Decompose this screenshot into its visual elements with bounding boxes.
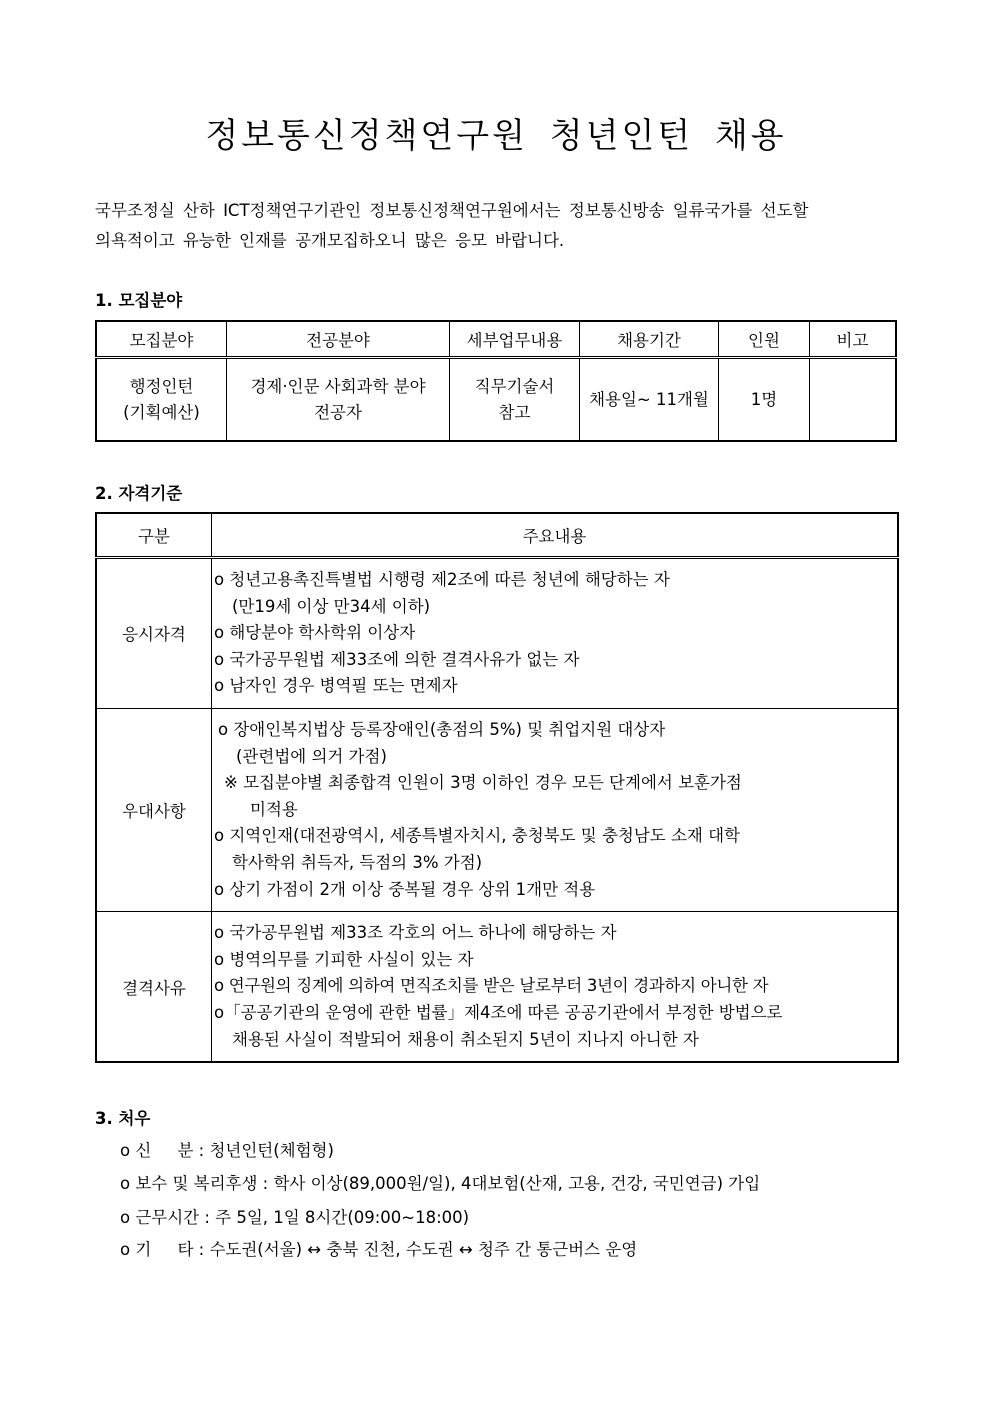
content-line: ※ 모집분야별 최종합격 인원이 3명 이하인 경우 모든 단계에서 보훈가점	[224, 773, 742, 793]
content-line: o 남자인 경우 병역필 또는 면제자	[214, 676, 458, 696]
major-cell	[227, 358, 450, 442]
benefit-item: o 근무시간 : 주 5일, 1일 8시간(09:00~18:00)	[120, 1208, 470, 1227]
content-cell	[212, 558, 899, 709]
cell-line: 직무기술서	[474, 376, 555, 396]
category-cell: 응시자격	[96, 558, 212, 709]
benefit-item: o 기 타 : 수도권(서울) ↔ 충북 진천, 수도권 ↔ 청주 간 통근버스 운영	[120, 1240, 638, 1259]
intro-paragraph	[95, 196, 900, 256]
content-line: o 국가공무원법 제33조에 의한 결격사유가 없는 자	[214, 649, 580, 669]
benefit-item: o 신 분 : 청년인턴(체험형)	[120, 1141, 334, 1160]
table-header-cell: 구분	[96, 513, 212, 558]
category-cell: 결격사유	[96, 912, 212, 1062]
table-header-row	[96, 321, 896, 358]
table-row	[96, 358, 896, 442]
category-cell: 우대사항	[96, 708, 212, 911]
content-line: o「공공기관의 운영에 관한 법률」제4조에 따른 공공기관에서 부정한 방법으로	[214, 1002, 783, 1022]
content-line: o 지역인재(대전광역시, 세종특별자치시, 충청북도 및 충청남도 소재 대학	[214, 826, 740, 846]
period-cell: 채용일~ 11개월	[580, 358, 719, 442]
content-line: o 상기 가점이 2개 이상 중복될 경우 상위 1개만 적용	[214, 879, 596, 899]
table-header-cell: 비고	[810, 321, 897, 358]
table-header-cell: 주요내용	[212, 513, 899, 558]
table-header-cell: 모집분야	[96, 321, 227, 358]
content-line: o 병역의무를 기피한 사실이 있는 자	[214, 949, 474, 969]
content-line: 채용된 사실이 적발되어 채용이 취소된지 5년이 지나지 아니한 자	[232, 1029, 699, 1049]
table-header-cell: 채용기간	[580, 321, 719, 358]
content-line: o 장애인복지법상 등록장애인(총점의 5%) 및 취업지원 대상자	[218, 719, 666, 739]
content-line: (관련법에 의거 가점)	[236, 746, 387, 766]
cell-line: 경제·인문 사회과학 분야	[250, 376, 426, 396]
table-header-cell: 세부업무내용	[450, 321, 580, 358]
content-line: 미적용	[250, 799, 298, 819]
table-header-cell: 전공분야	[227, 321, 450, 358]
cell-line: 행정인턴	[129, 376, 194, 396]
table-row	[96, 912, 898, 1062]
content-line: (만19세 이상 만34세 이하)	[232, 596, 431, 616]
content-line: o 청년고용촉진특별법 시행령 제2조에 따른 청년에 해당하는 자	[214, 570, 670, 589]
intro-line: 국무조정실 산하 ICT정책연구기관인 정보통신정책연구원에서는 정보통신방송 일류국가를 선도할	[95, 201, 809, 220]
section-heading-qualifications: 2. 자격기준	[95, 484, 183, 503]
benefit-item: o 보수 및 복리후생 : 학사 이상(89,000원/일), 4대보험(산재, 고용, 건강, 국민연금) 가입	[120, 1174, 761, 1193]
content-line: o 연구원의 징계에 의하여 면직조치를 받은 날로부터 3년이 경과하지 아니한 자	[214, 976, 769, 996]
cell-line: (기획예산)	[123, 402, 200, 422]
cell-line: 전공자	[314, 402, 362, 422]
table-row	[96, 708, 898, 911]
intro-line: 의욕적이고 유능한 인재를 공개모집하오니 많은 응모 바랍니다.	[95, 231, 565, 250]
table-header-cell: 인원	[719, 321, 810, 358]
content-line: 학사학위 취득자, 득점의 3% 가점)	[232, 852, 483, 872]
field-cell	[96, 358, 227, 442]
page-title: 정보통신정책연구원 청년인턴 채용	[205, 116, 787, 156]
recruitment-table	[95, 320, 897, 442]
content-line: o 국가공무원법 제33조 각호의 어느 하나에 해당하는 자	[214, 923, 617, 943]
qualifications-table	[95, 512, 899, 1063]
table-header-row	[96, 513, 898, 558]
cell-line: 참고	[498, 402, 531, 422]
note-cell	[810, 358, 897, 442]
table-row	[96, 558, 898, 709]
content-line: o 해당분야 학사학위 이상자	[214, 623, 416, 643]
content-cell	[212, 708, 899, 911]
section-heading-benefits: 3. 처우	[95, 1109, 151, 1128]
section-heading-recruitment: 1. 모집분야	[95, 291, 183, 310]
content-cell	[212, 912, 899, 1062]
duty-cell	[450, 358, 580, 442]
count-cell: 1명	[719, 358, 810, 442]
